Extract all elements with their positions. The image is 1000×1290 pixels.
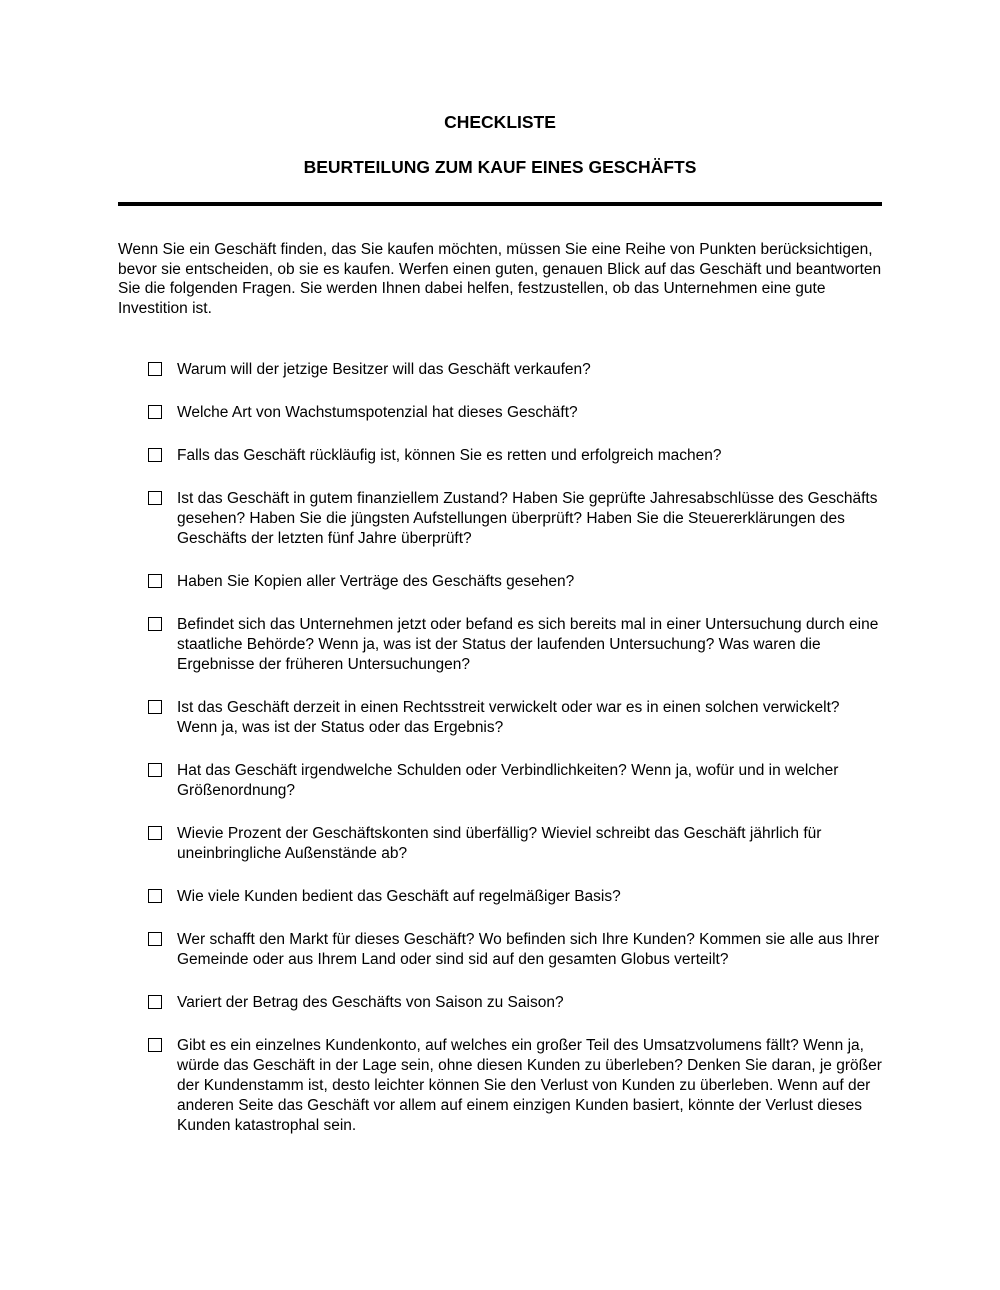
checklist-item-text: Haben Sie Kopien aller Verträge des Geschäfts gesehen? bbox=[177, 573, 575, 590]
checklist-item bbox=[118, 489, 882, 549]
checklist-item-text: Falls das Geschäft rückläufig ist, können Sie es retten und erfolgreich machen? bbox=[177, 447, 722, 464]
checklist-item bbox=[118, 446, 882, 466]
checklist-item bbox=[118, 1036, 882, 1136]
checkbox-icon[interactable] bbox=[148, 889, 162, 903]
checklist-item-text: Wievie Prozent der Geschäftskonten sind überfällig? Wieviel schreibt das Geschäft jährlich für uneinbringliche Außenstände ab? bbox=[177, 825, 822, 862]
document-subtitle: BEURTEILUNG ZUM KAUF EINES GESCHÄFTS bbox=[303, 157, 697, 177]
checklist-item bbox=[118, 572, 882, 592]
checklist-item bbox=[118, 698, 882, 738]
checklist-item bbox=[118, 930, 882, 970]
checkbox-icon[interactable] bbox=[148, 448, 162, 462]
checkbox-icon[interactable] bbox=[148, 932, 162, 946]
document-title: CHECKLISTE bbox=[444, 112, 556, 132]
checkbox-icon[interactable] bbox=[148, 763, 162, 777]
horizontal-rule bbox=[118, 202, 882, 206]
intro-paragraph: Wenn Sie ein Geschäft finden, das Sie kaufen möchten, müssen Sie eine Reihe von Punkten berücksichtigen, bevor sie entscheiden, ob sie es kaufen. Werfen einen guten, genauen Blick auf das Geschäft und beantworten Sie die folgenden Fragen. Sie werden Ihnen dabei helfen, festzustellen, ob das Unternehmen eine gute Investition ist. bbox=[118, 241, 882, 317]
checklist-item-text: Befindet sich das Unternehmen jetzt oder befand es sich bereits mal in einer Untersuchung durch eine staatliche Behörde? Wenn ja, was ist der Status der laufenden Untersuchung? Was waren die Ergebnisse der früheren Untersuchungen? bbox=[177, 616, 879, 673]
checklist-item-text: Hat das Geschäft irgendwelche Schulden oder Verbindlichkeiten? Wenn ja, wofür und in welcher Größenordnung? bbox=[177, 762, 839, 799]
checkbox-icon[interactable] bbox=[148, 617, 162, 631]
checkbox-icon[interactable] bbox=[148, 405, 162, 419]
checkbox-icon[interactable] bbox=[148, 362, 162, 376]
checkbox-icon[interactable] bbox=[148, 1038, 162, 1052]
checklist-item bbox=[118, 761, 882, 801]
checklist-item bbox=[118, 824, 882, 864]
checklist-item-text: Wer schafft den Markt für dieses Geschäft? Wo befinden sich Ihre Kunden? Kommen sie alle aus Ihrer Gemeinde oder aus Ihrem Land oder sind sid auf den gesamten Globus verteilt? bbox=[177, 931, 880, 968]
checklist-item bbox=[118, 887, 882, 907]
checklist-item-text: Welche Art von Wachstumspotenzial hat dieses Geschäft? bbox=[177, 404, 578, 421]
checklist-item bbox=[118, 403, 882, 423]
checkbox-icon[interactable] bbox=[148, 995, 162, 1009]
checkbox-icon[interactable] bbox=[148, 491, 162, 505]
checklist-item-text: Ist das Geschäft derzeit in einen Rechtsstreit verwickelt oder war es in einen solchen verwickelt? Wenn ja, was ist der Status oder das Ergebnis? bbox=[177, 699, 840, 736]
checkbox-icon[interactable] bbox=[148, 700, 162, 714]
checkbox-icon[interactable] bbox=[148, 826, 162, 840]
checkbox-icon[interactable] bbox=[148, 574, 162, 588]
checklist-item-text: Warum will der jetzige Besitzer will das Geschäft verkaufen? bbox=[177, 361, 591, 378]
checklist-item-text: Gibt es ein einzelnes Kundenkonto, auf welches ein großer Teil des Umsatzvolumens fällt? Wenn ja, würde das Geschäft in der Lage sein, ohne diesen Kunden zu überleben? Denken Sie daran, je größer der Kundenstamm ist, desto leichter können Sie den Verlust von Kunden zu überleben. Wenn auf der anderen Seite das Geschäft vor allem auf einem einzigen Kunden basiert, könnte der Verlust dieses Kunden katastrophal sein. bbox=[177, 1037, 882, 1134]
checklist-item bbox=[118, 993, 882, 1013]
checklist-item-text: Wie viele Kunden bedient das Geschäft auf regelmäßiger Basis? bbox=[177, 888, 621, 905]
checklist-item-text: Variert der Betrag des Geschäfts von Saison zu Saison? bbox=[177, 994, 564, 1011]
checklist-item bbox=[118, 360, 882, 380]
checklist-item bbox=[118, 615, 882, 675]
checklist-item-text: Ist das Geschäft in gutem finanziellem Zustand? Haben Sie geprüfte Jahresabschlüsse des Geschäfts gesehen? Haben Sie die jüngsten Aufstellungen überprüft? Haben Sie die Steuererklärungen des Geschäfts der letzten fünf Jahre überprüft? bbox=[177, 490, 878, 547]
checklist bbox=[118, 360, 882, 1136]
